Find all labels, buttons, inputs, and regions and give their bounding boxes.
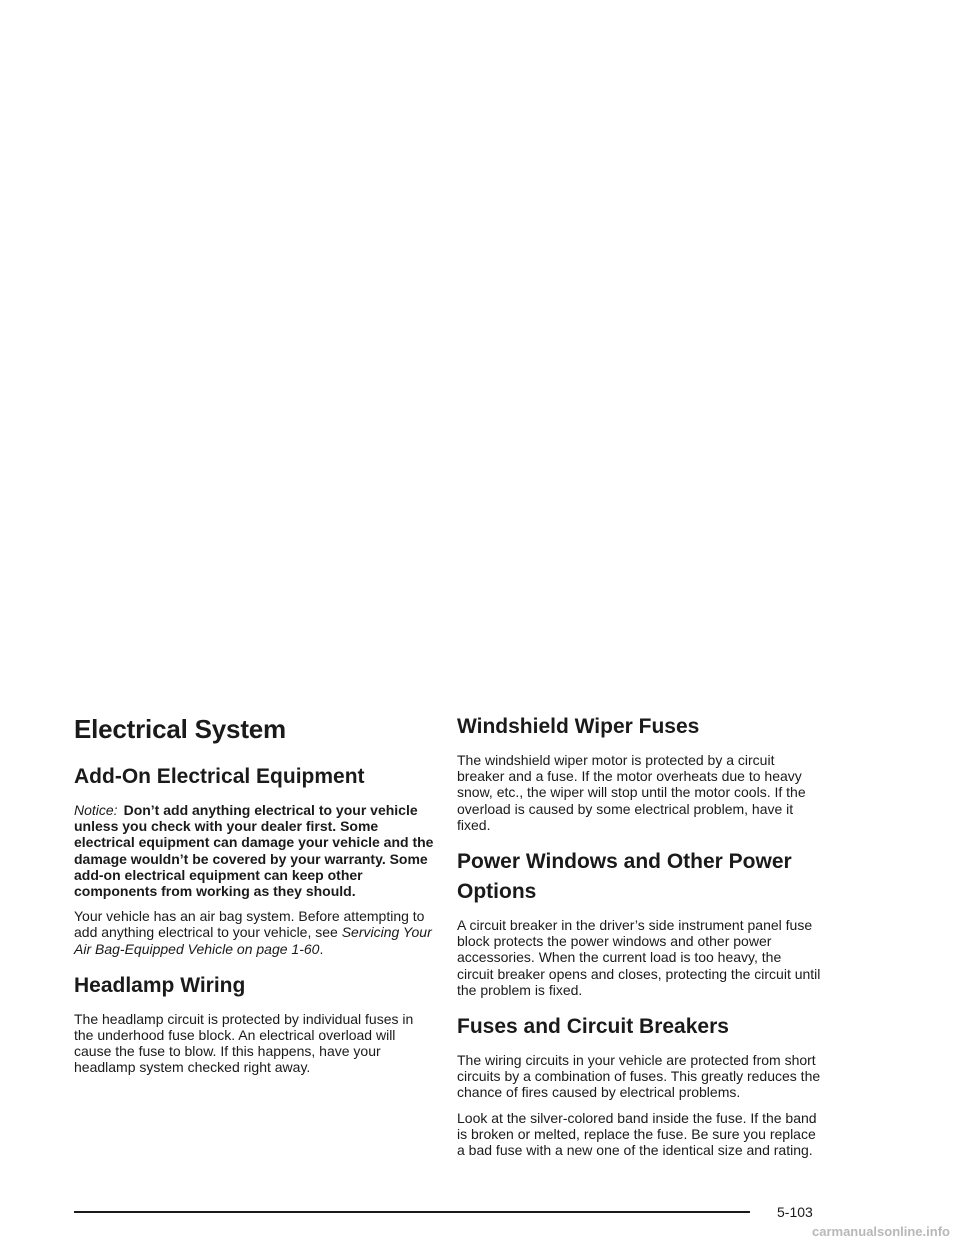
fuses-heading: Fuses and Circuit Breakers — [457, 1015, 729, 1039]
addon-body — [74, 908, 436, 957]
section-title: Electrical System — [74, 714, 286, 744]
addon-body-end: . — [319, 940, 324, 957]
page-number: 5-103 — [777, 1204, 813, 1220]
headlamp-heading: Headlamp Wiring — [74, 973, 246, 997]
notice-text: Don’t add anything electrical to your vehicle unless you check with your dealer first. Some electrical equipment can damage your vehicle and the damage wouldn’t be covered by your warranty. Some add-on electrical equipment can keep other components from working as they should. — [74, 802, 434, 900]
watermark: carmanualsonline.info — [812, 1224, 950, 1239]
fuses-body-2: Look at the silver-colored band inside the fuse. If the band is broken or melted, replace the fuse. Be sure you replace a bad fuse with a new one of the identical size and rating. — [457, 1109, 817, 1159]
footer-rule — [74, 1211, 750, 1213]
power-windows-body: A circuit breaker in the driver’s side instrument panel fuse block protects the power windows and other power accessories. When the current load is too heavy, the circuit breaker opens and closes, protecting the circuit until the problem is fixed. — [457, 917, 821, 998]
fuses-body-1: The wiring circuits in your vehicle are protected from short circuits by a combination of fuses. This greatly reduces the chance of fires caused by electrical problems. — [457, 1052, 821, 1101]
addon-heading: Add-On Electrical Equipment — [74, 765, 365, 788]
power-windows-heading: Power Windows and Other Power Options — [457, 850, 792, 904]
left-column — [74, 712, 436, 1085]
addon-body-text: Your vehicle has an air bag system. Before attempting to add anything electrical to your vehicle, see — [74, 908, 425, 941]
wiper-heading: Windshield Wiper Fuses — [457, 715, 700, 738]
headlamp-body: The headlamp circuit is protected by individual fuses in the underhood fuse block. An electrical overload will cause the fuse to blow. If this happens, have your headlamp system checked right away. — [74, 1010, 414, 1076]
wiper-body: The windshield wiper motor is protected by a circuit breaker and a fuse. If the motor overheats due to heavy snow, etc., the wiper will stop until the motor cools. If the overload is caused by some electrical problem, have it fixed. — [457, 752, 806, 833]
notice-paragraph — [74, 802, 436, 899]
right-column — [457, 712, 821, 1167]
notice-label: Notice: — [74, 802, 118, 818]
airbag-page-reference[interactable]: Servicing Your Air Bag-Equipped Vehicle on page 1-60 — [74, 924, 432, 957]
